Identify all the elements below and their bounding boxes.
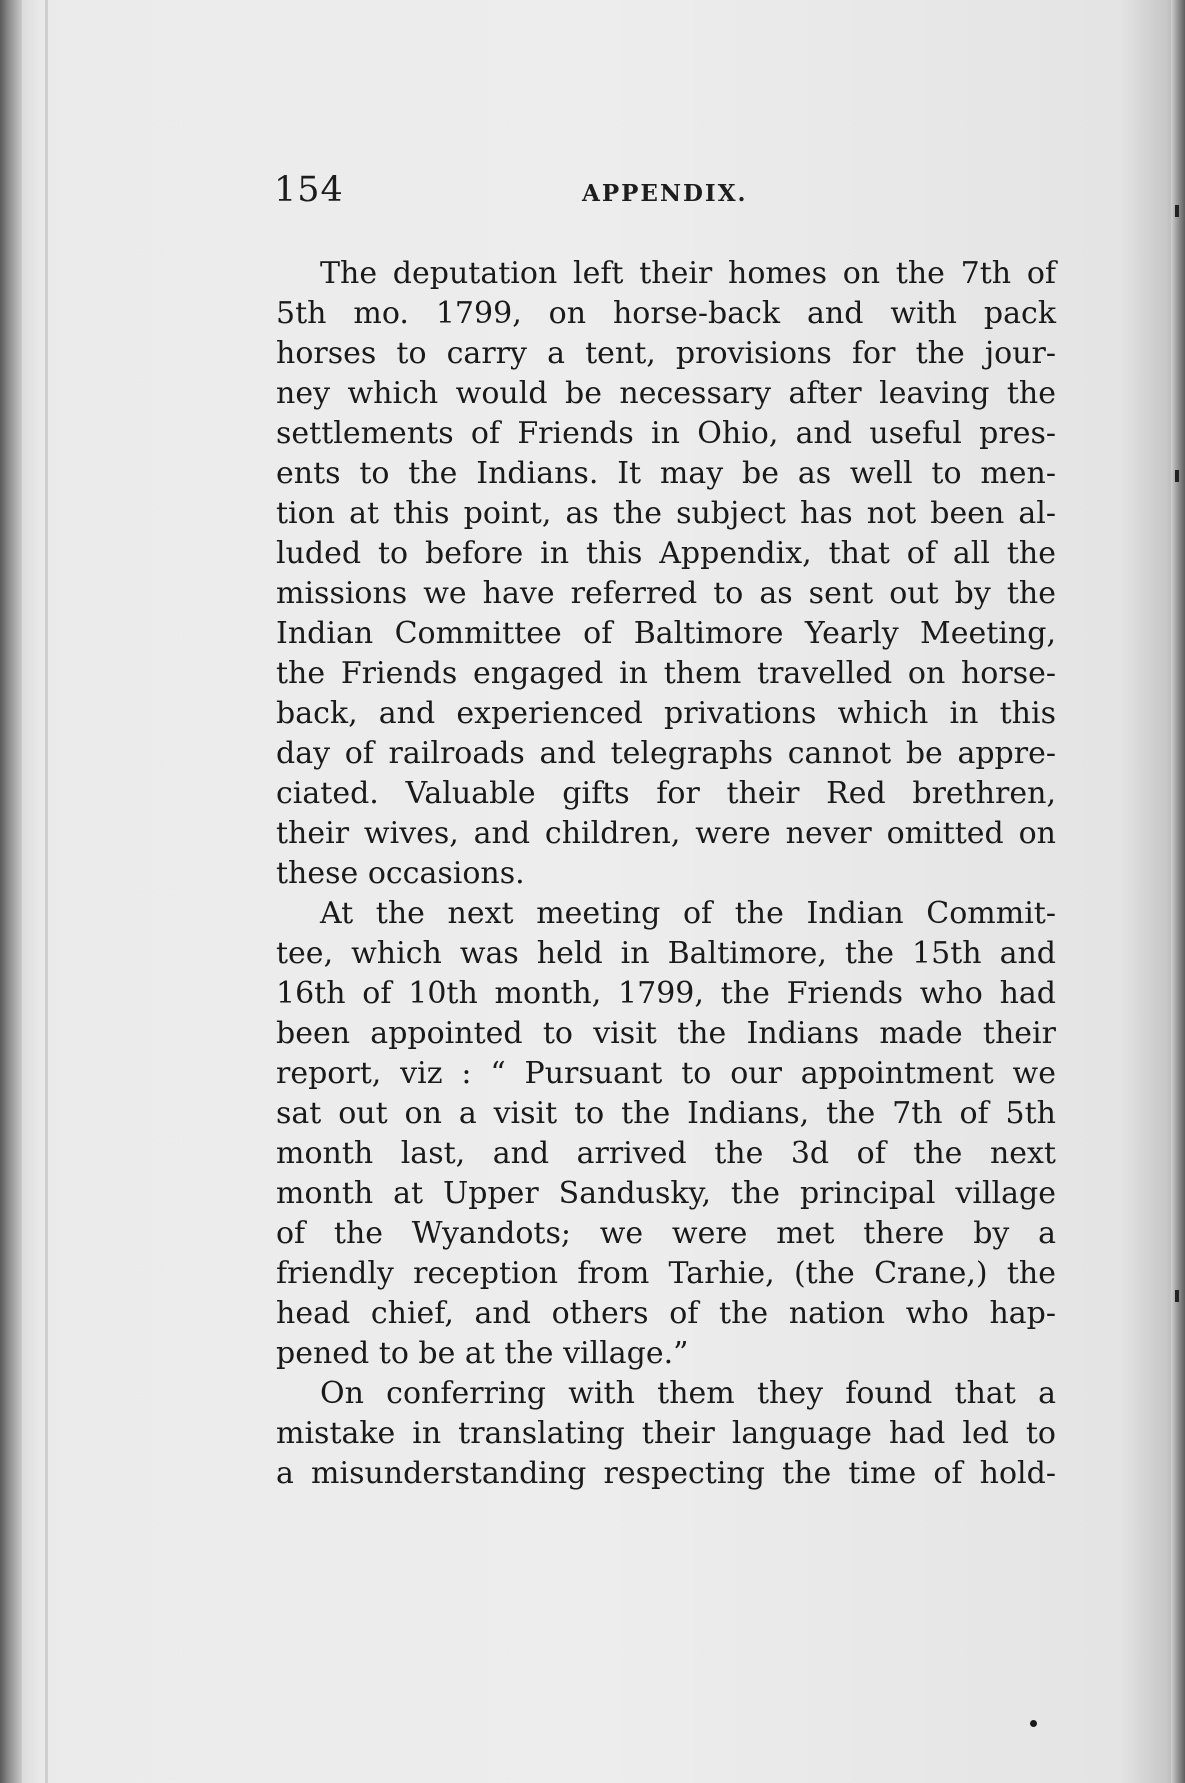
text-line: month at Upper Sandusky, the principal village (276, 1176, 1056, 1211)
text-line: of the Wyandots; we were met there by a (276, 1216, 1056, 1251)
text-line: been appointed to visit the Indians made their (276, 1016, 1056, 1051)
text-line: At the next meeting of the Indian Commit- (320, 896, 1056, 931)
text-line: tion at this point, as the subject has not been al- (276, 496, 1056, 531)
page-edge-line (45, 0, 48, 1783)
text-line: missions we have referred to as sent out by the (276, 576, 1056, 611)
body-text (276, 254, 1056, 1494)
text-line: these occasions. (276, 856, 525, 891)
text-line: month last, and arrived the 3d of the next (276, 1136, 1056, 1171)
text-line: The deputation left their homes on the 7th of (320, 256, 1056, 291)
text-line: pened to be at the village.” (276, 1336, 689, 1371)
text-line: luded to before in this Appendix, that of all the (276, 536, 1056, 571)
text-line: ney which would be necessary after leaving the (276, 376, 1056, 411)
text-line: friendly reception from Tarhie, (the Crane,) the (276, 1256, 1056, 1291)
text-line: 5th mo. 1799, on horse-back and with pack (276, 296, 1056, 331)
paragraph-1 (276, 254, 1056, 894)
right-binding-edge (1171, 0, 1185, 1783)
text-line: ciated. Valuable gifts for their Red brethren, (276, 776, 1056, 811)
text-line: mistake in translating their language had led to (276, 1416, 1056, 1451)
text-line: tee, which was held in Baltimore, the 15th and (276, 936, 1056, 971)
text-line: 16th of 10th month, 1799, the Friends who had (276, 976, 1056, 1011)
text-line: a misunderstanding respecting the time of hold- (276, 1456, 1056, 1491)
text-line: the Friends engaged in them travelled on horse- (276, 656, 1056, 691)
text-line: horses to carry a tent, provisions for the jour- (276, 336, 1056, 371)
text-line: day of railroads and telegraphs cannot be appre- (276, 736, 1056, 771)
text-line: report, viz : “ Pursuant to our appointment we (276, 1056, 1056, 1091)
text-line: sat out on a visit to the Indians, the 7th of 5th (276, 1096, 1056, 1131)
text-line: back, and experienced privations which in this (276, 696, 1056, 731)
text-line: their wives, and children, were never omitted on (276, 816, 1056, 851)
page-speck (1175, 470, 1179, 482)
text-line: ents to the Indians. It may be as well to men- (276, 456, 1056, 491)
running-head: APPENDIX. (582, 180, 748, 207)
page-header (274, 170, 1056, 220)
text-line: On conferring with them they found that a (320, 1376, 1056, 1411)
left-binding-edge (0, 0, 22, 1783)
text-line: settlements of Friends in Ohio, and useful pres- (276, 416, 1056, 451)
paragraph-2 (276, 894, 1056, 1374)
text-line: Indian Committee of Baltimore Yearly Meeting, (276, 616, 1056, 651)
paragraph-3 (276, 1374, 1056, 1494)
page-number: 154 (274, 170, 344, 210)
text-line: head chief, and others of the nation who hap- (276, 1296, 1056, 1331)
page-speck (1175, 1290, 1179, 1302)
page-speck (1175, 205, 1179, 217)
ink-dot (1030, 1720, 1037, 1727)
